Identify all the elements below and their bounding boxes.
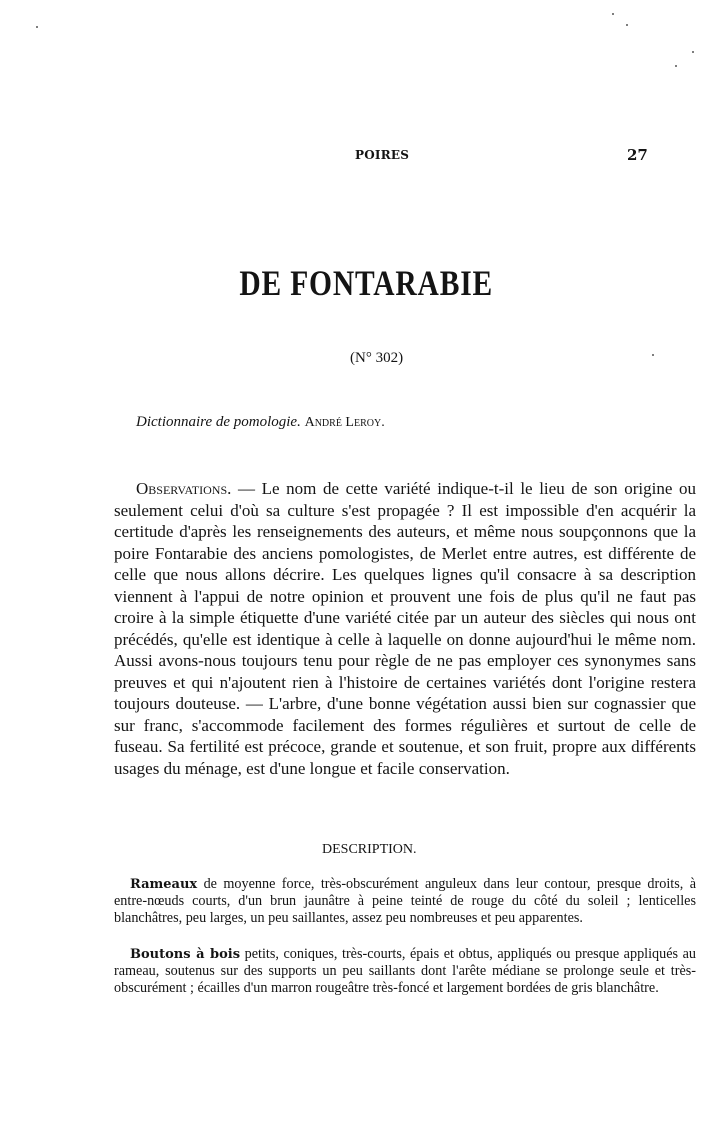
description-item <box>114 946 696 997</box>
description-heading: DESCRIPTION. <box>322 842 417 857</box>
source-work: Dictionnaire de pomologie. <box>136 414 301 430</box>
description-term: Boutons à bois <box>130 947 241 962</box>
source-author: André Leroy. <box>304 415 385 430</box>
description-item <box>114 876 696 927</box>
scan-speck <box>652 354 654 356</box>
scan-speck <box>692 51 694 53</box>
description-term: Rameaux <box>130 877 198 892</box>
scan-speck <box>675 65 677 67</box>
observations-text: — Le nom de cette variété indique-t-il le lieu de son origine ou seulement celui d'où sa culture s'est propagée ? Il est impossible d'en acquérir la certitude d'après les renseignements des auteurs, et même nous soupçonnons que la poire Fontarabie des anciens pomologistes, de Merlet entre autres, est différente de celle que nous allons décrire. Les quelques lignes qu'il consacre à sa description viennent à l'appui de notre opinion et prouvent une fois de plus qu'il ne faut pas croire à la simple étiquette d'une variété citée par un auteur des siècles qui nous ont précédés, qu'elle est identique à celle à laquelle on donne aujourd'hui le même nom. Aussi avons-nous toujours tenu pour règle de ne pas employer ces synonymes sans preuves et qui n'ajoutent rien à l'histoire de certaines variétés dont l'origine restera toujours douteuse. — L'arbre, d'une bonne végétation aussi bien sur cognassier que sur franc, s'accommode facilement des formes régulières et surtout de celle de fuseau. Sa fertilité est précoce, grande et soutenue, et son fruit, propre aux différents usages du ménage, est d'une longue et facile conservation. <box>114 479 696 778</box>
scan-speck <box>36 26 38 28</box>
source-citation <box>136 414 385 431</box>
description-text: de moyenne force, très-obscurément anguleux dans leur contour, presque droits, à entre-nœuds courts, d'un brun jaunâtre à peine teinté de rouge du côté du soleil ; lenticelles blanchâtres, peu larges, un peu saillantes, assez peu nombreuses et peu apparentes. <box>114 876 696 926</box>
scan-speck <box>612 13 614 15</box>
running-head: POIRES <box>355 148 410 162</box>
variety-number: (N° 302) <box>350 350 404 366</box>
scan-speck <box>626 24 628 26</box>
observations-paragraph <box>114 478 696 779</box>
observations-lead: Observations. <box>136 479 232 498</box>
page-number: 27 <box>627 146 648 164</box>
page-title: DE FONTARABIE <box>239 263 494 303</box>
description-text: petits, coniques, très-courts, épais et obtus, appliqués ou presque appliqués au rameau, soutenus sur des supports un peu saillants dont l'arête médiane se prolonge seule et très-obscurément ; écailles d'un marron rougeâtre très-foncé et largement bordées de gris blanchâtre. <box>114 946 696 996</box>
